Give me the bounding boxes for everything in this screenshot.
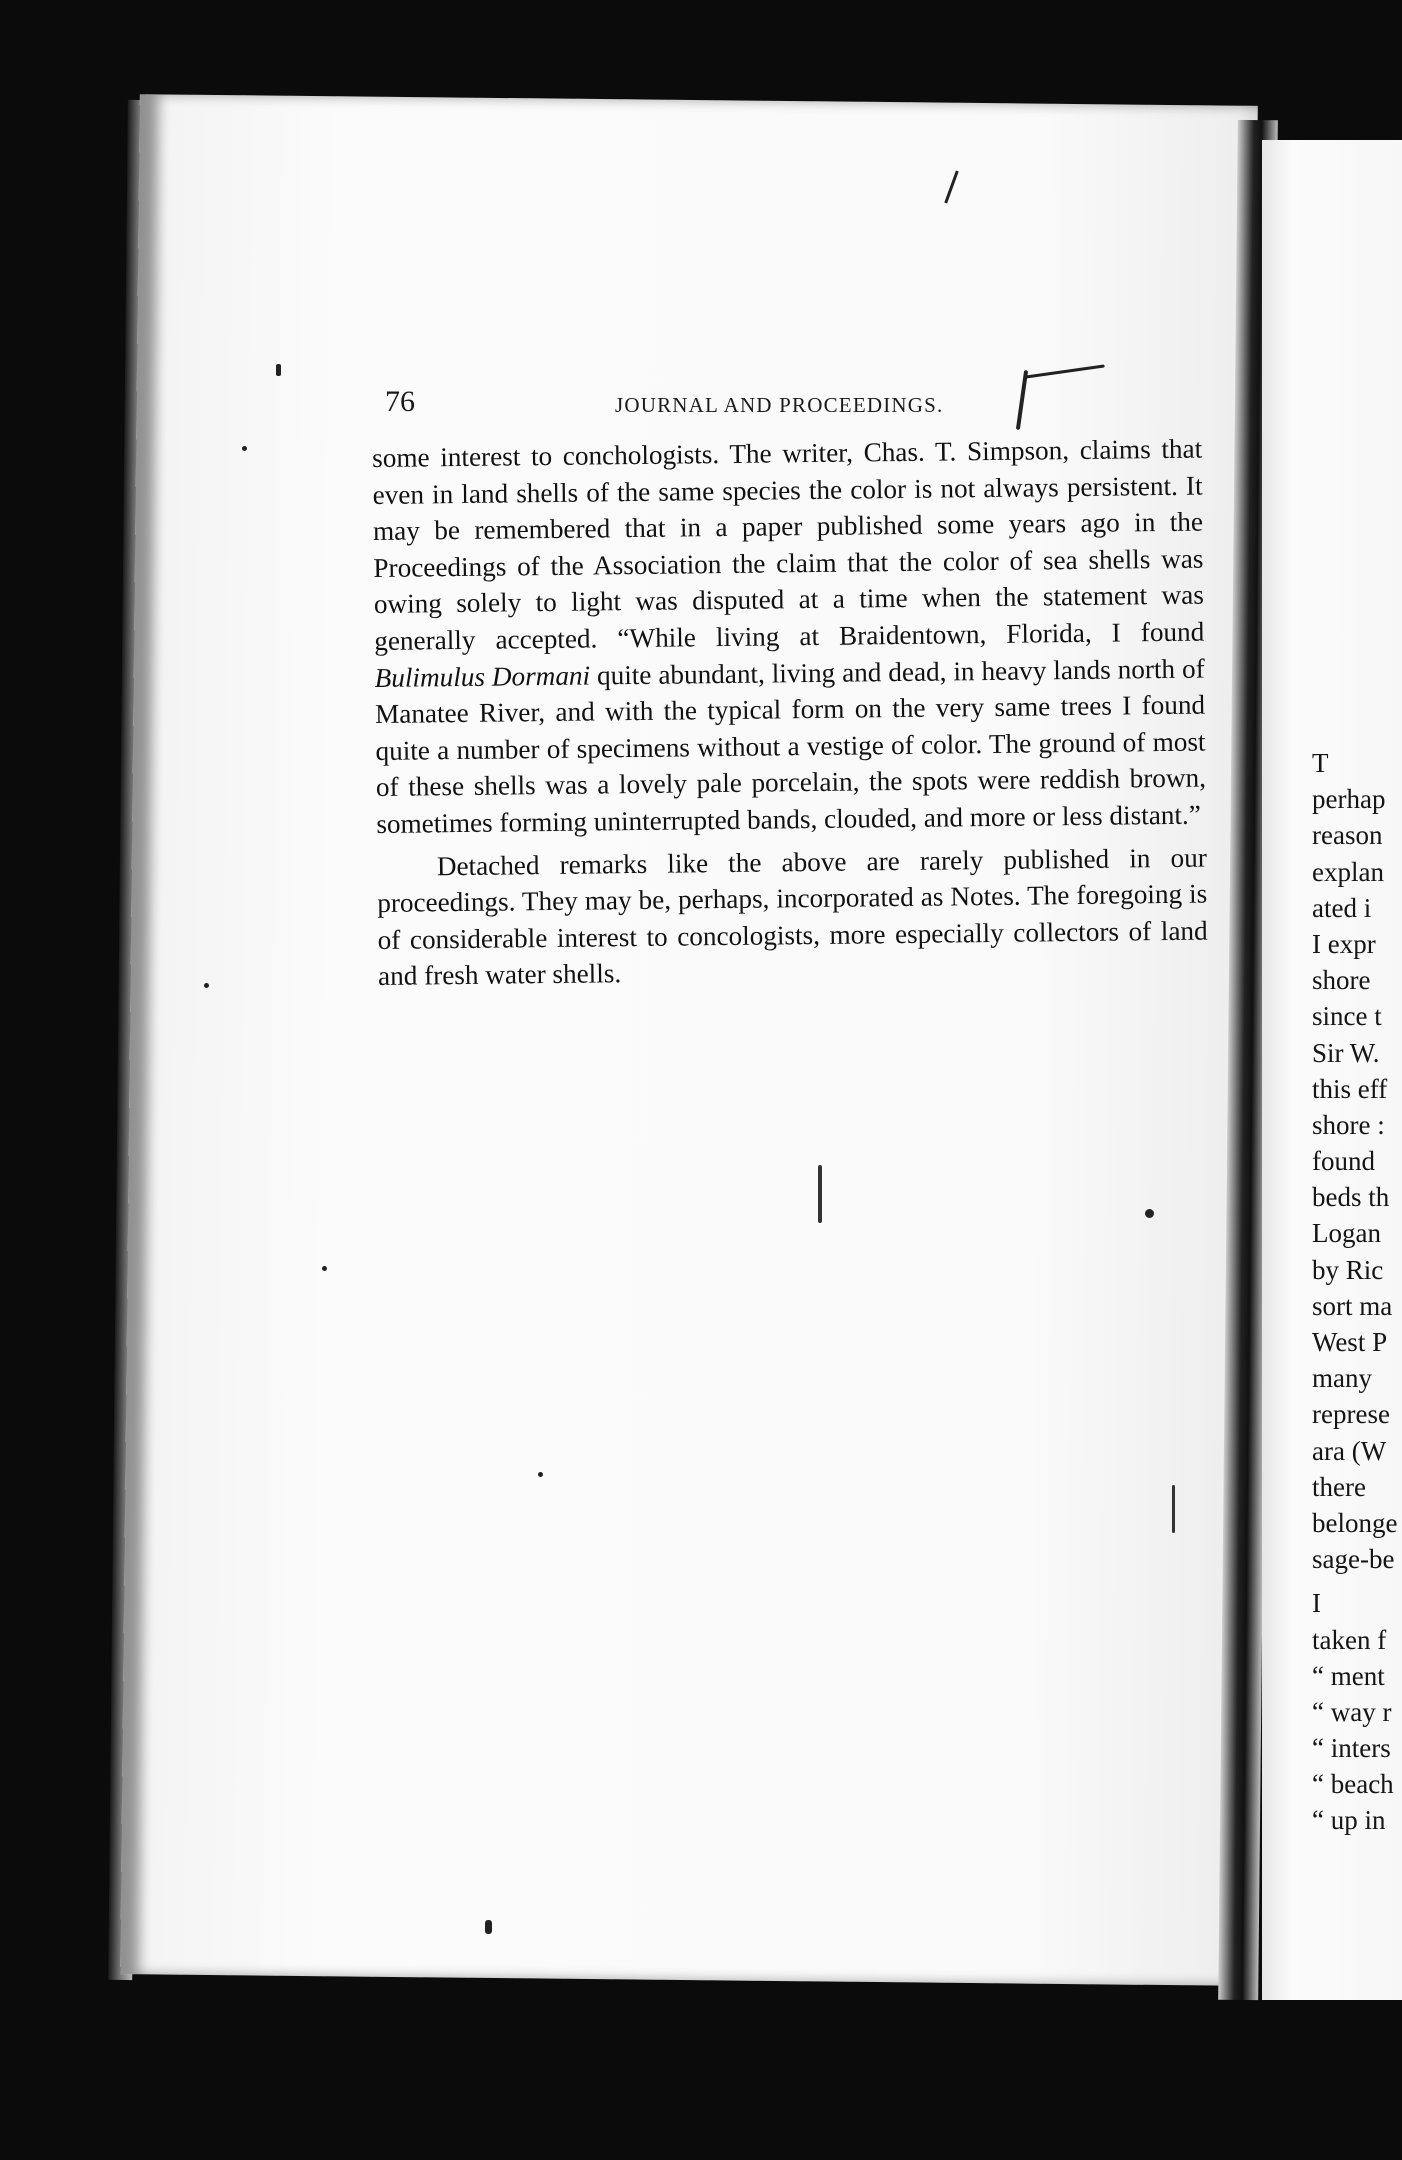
paragraph-2: Detached remarks like the above are rarely published in our proceedings. They may be, perhaps, incorporated as Notes. The foregoing is of considerable interest to concologists, more especially collectors of land and fresh water shells. — [377, 842, 1208, 992]
right-page-line: Sir W. — [1312, 1037, 1380, 1068]
right-page-line: shore : — [1312, 1109, 1385, 1140]
right-page-line: “ way r — [1312, 1696, 1392, 1727]
right-page-line: taken f — [1312, 1624, 1387, 1655]
right-page-line: reason — [1312, 820, 1383, 851]
body-text — [372, 431, 1208, 995]
right-page-text-fragments — [1312, 745, 1398, 1839]
right-page-line: “ beach — [1312, 1769, 1394, 1800]
paragraph-1-text-b: quite abundant, living and dead, in heavy lands north of Manatee River, and with the typical form on the very same trees I found quite a number of specimens without a vestige of color. The ground of most of these shells was a lovely pale porcelain, the spots were reddish brown, sometimes forming uninterrupted bands, clouded, and more or less distant.” — [374, 653, 1207, 839]
right-page-line: “ ment — [1312, 1660, 1385, 1691]
scan-speck — [1145, 1209, 1154, 1218]
right-page-line: many — [1312, 1363, 1372, 1394]
right-page-line: West P — [1312, 1327, 1388, 1357]
right-page-line: by Ric — [1312, 1254, 1384, 1285]
right-page-line: ara (W — [1312, 1435, 1387, 1466]
right-page-line: there — [1312, 1471, 1366, 1502]
page-header — [385, 385, 1215, 425]
right-page-line: T — [1312, 748, 1329, 778]
right-page-line: I — [1312, 1588, 1321, 1619]
paragraph-1-text-a: some interest to conchologists. The writer, Chas. T. Simpson, claims that even in land shells of the same species the color is not always persistent. It may be remembered that in a paper published some years ago in the Proceedings of the Association the claim that the color of sea shells was owing solely to light was disputed at a time when the statement was generally accepted. “While living at Braidentown, Florida, I found — [372, 433, 1205, 656]
right-page-line: sage-be — [1312, 1544, 1395, 1575]
scan-speck — [276, 364, 281, 376]
right-page-line: perhap — [1312, 784, 1386, 815]
right-page-line: sort ma — [1312, 1290, 1393, 1321]
right-page-line: Logan — [1312, 1218, 1381, 1249]
right-page-line: I expr — [1312, 928, 1376, 959]
right-page-line: since t — [1312, 1001, 1382, 1032]
right-page-line: this eff — [1312, 1073, 1388, 1104]
scan-speck — [485, 1920, 492, 1934]
right-page-line: explan — [1312, 856, 1384, 887]
right-page-line: ated i — [1312, 892, 1372, 923]
scan-speck — [204, 983, 209, 988]
scan-speck — [322, 1266, 327, 1271]
left-page — [120, 94, 1258, 1986]
scan-speck — [242, 446, 247, 451]
right-page-line: found — [1312, 1146, 1375, 1177]
right-page-line: belonge — [1312, 1507, 1398, 1538]
scan-scratch — [818, 1165, 822, 1223]
right-page-line: beds th — [1312, 1182, 1390, 1213]
right-page-line: shore — [1312, 965, 1371, 996]
scan-speck — [538, 1472, 543, 1477]
right-page-line: represe — [1312, 1399, 1390, 1430]
right-page-line: “ up in — [1312, 1805, 1386, 1836]
running-head: JOURNAL AND PROCEEDINGS. — [615, 393, 944, 417]
scan-scratch — [1172, 1485, 1175, 1533]
paragraph-1 — [372, 431, 1207, 843]
page-number: 76 — [385, 385, 415, 418]
species-name-italic: Bulimulus Dormani — [374, 660, 591, 693]
right-page-line: “ inters — [1312, 1733, 1391, 1764]
